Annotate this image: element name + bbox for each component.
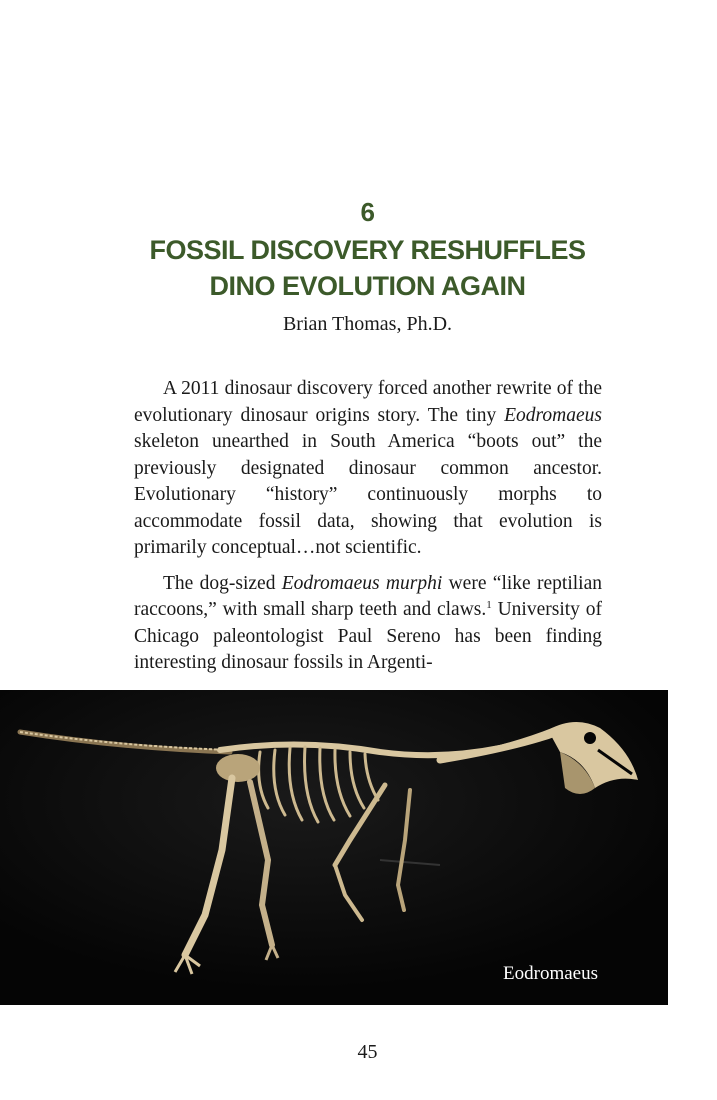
paragraph-2-italic: Eodromaeus murphi <box>281 572 443 594</box>
paragraph-2-text-b: were “like reptilian raccoons,” with small sharp teeth and claws. <box>134 572 602 620</box>
chapter-number: 6 <box>360 197 375 227</box>
skeleton-illustration-icon <box>0 690 668 1005</box>
paragraph-1 <box>134 376 602 562</box>
paragraph-2 <box>134 571 602 677</box>
photo-caption: Eodromaeus <box>503 963 598 984</box>
paragraph-2-text-c: University of Chicago paleontologist Paul Sereno has been finding interesting dinosaur fossils in Argenti- <box>134 599 602 673</box>
paragraph-1-italic: Eodromaeus <box>504 404 602 426</box>
chapter-author: Brian Thomas, Ph.D. <box>282 313 453 335</box>
body-text <box>134 376 602 686</box>
skeleton-photo <box>0 690 668 1005</box>
paragraph-1-text-a: A 2011 dinosaur discovery forced another rewrite of the evolutionary dinosaur origins story. The tiny <box>134 378 602 426</box>
chapter-title-line-1: FOSSIL DISCOVERY RESHUFFLES <box>149 235 586 265</box>
page-number: 45 <box>357 1041 378 1063</box>
chapter-title-line-2: DINO EVOLUTION AGAIN <box>209 271 526 301</box>
chapter-title <box>0 232 717 304</box>
paragraph-2-text-a: The dog-sized <box>163 572 282 594</box>
paragraph-1-text-b: skeleton unearthed in South America “boots out” the previously designated dinosaur common ancestor. Evolutionary “history” continuously morphs to accommodate fossil data, showing that evolution is primarily conceptual…not scientific. <box>134 431 602 558</box>
footnote-marker: 1 <box>486 599 492 611</box>
